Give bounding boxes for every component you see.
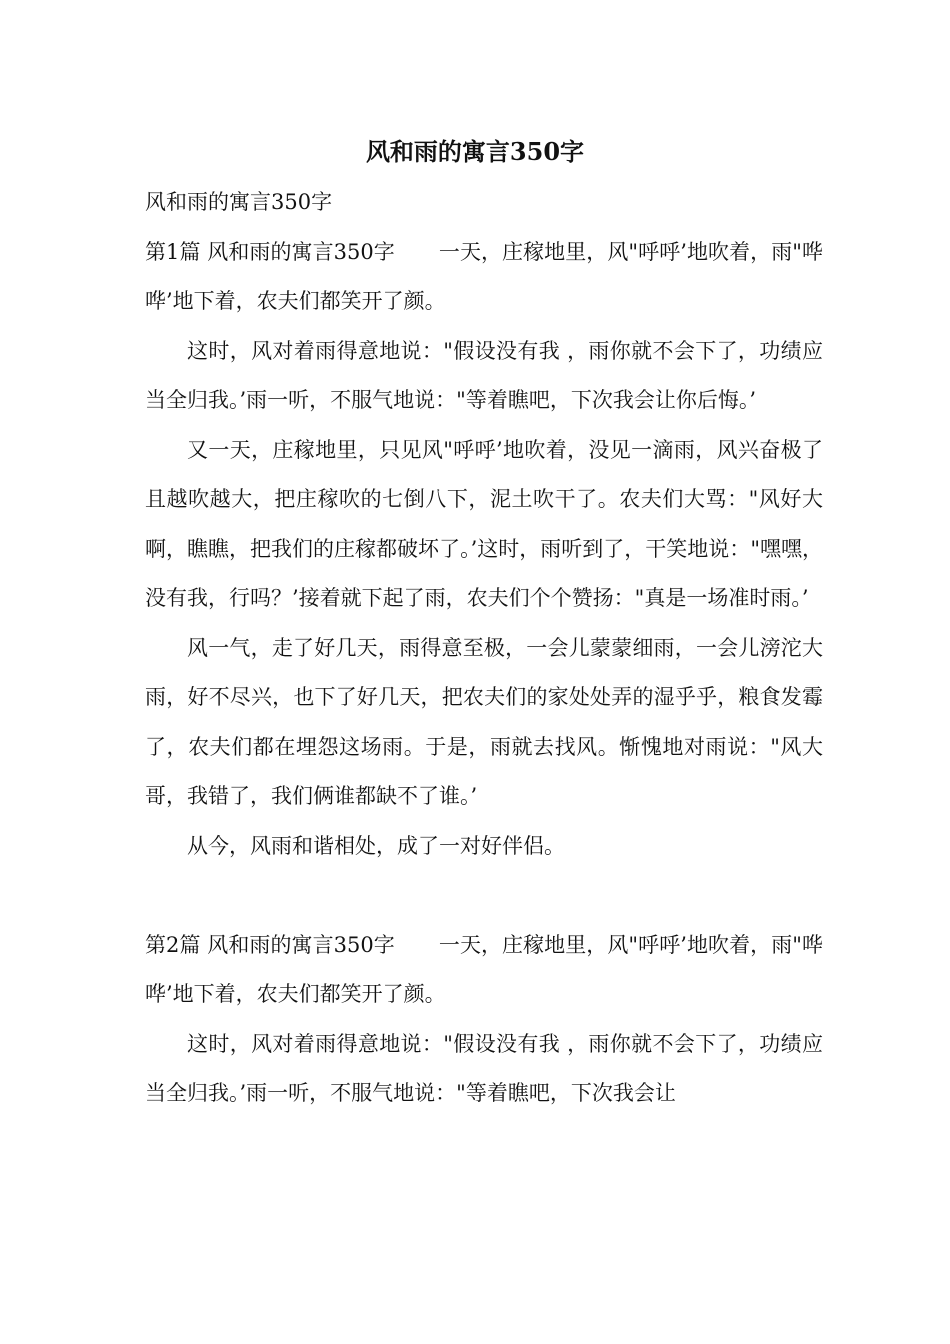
section-1-paragraph-3: 又一天，庄稼地里，只见风"呼呼’地吹着，没见一滴雨，风兴奋极了且越吹越大，把庄稼吹的七倒八下，泥土吹干了。农夫们大骂："风好大啊，瞧瞧，把我们的庄稼都破坏了。’这时，雨听到了，干笑地说："嘿嘿，没有我，行吗？’接着就下起了雨，农夫们个个赞扬："真是一场准时雨。’ (145, 437, 823, 610)
document-body (145, 178, 823, 1119)
document-subtitle: 风和雨的寓言350字 (145, 190, 333, 214)
section-divider (145, 871, 823, 921)
section-1-paragraph-4: 风一气，走了好几天，雨得意至极，一会儿蒙蒙细雨，一会儿滂沱大雨，好不尽兴，也下了好几天，把农夫们的家处处弄的湿乎乎，粮食发霉了，农夫们都在埋怨这场雨。于是，雨就去找风。惭愧地对雨说："风大哥，我错了，我们俩谁都缺不了谁。’ (145, 635, 823, 808)
section-1-first-paragraph (145, 228, 823, 327)
section-2-heading: 第2篇 风和雨的寓言350字 (145, 932, 395, 957)
section-2-paragraph-1: 一天，庄稼地里，风"呼呼’地吹着，雨"哗哗’地下着，农夫们都笑开了颜。 (145, 932, 823, 1006)
section-2-first-paragraph (145, 921, 823, 1020)
section-1-heading: 第1篇 风和雨的寓言350字 (145, 239, 395, 264)
document-title: 风和雨的寓言350字 (365, 137, 585, 166)
section-1-paragraph-2: 这时，风对着雨得意地说："假设没有我 ，雨你就不会下了，功绩应当全归我。’雨一听，不服气地说："等着瞧吧，下次我会让你后悔。’ (145, 338, 823, 412)
section-1-paragraph-5: 从今，风雨和谐相处，成了一对好伴侣。 (187, 833, 565, 858)
section-2-paragraph-2: 这时，风对着雨得意地说："假设没有我 ，雨你就不会下了，功绩应当全归我。’雨一听，不服气地说："等着瞧吧，下次我会让 (145, 1031, 823, 1105)
section-1-paragraph-1: 一天，庄稼地里，风"呼呼’地吹着，雨"哗哗’地下着，农夫们都笑开了颜。 (145, 239, 823, 313)
